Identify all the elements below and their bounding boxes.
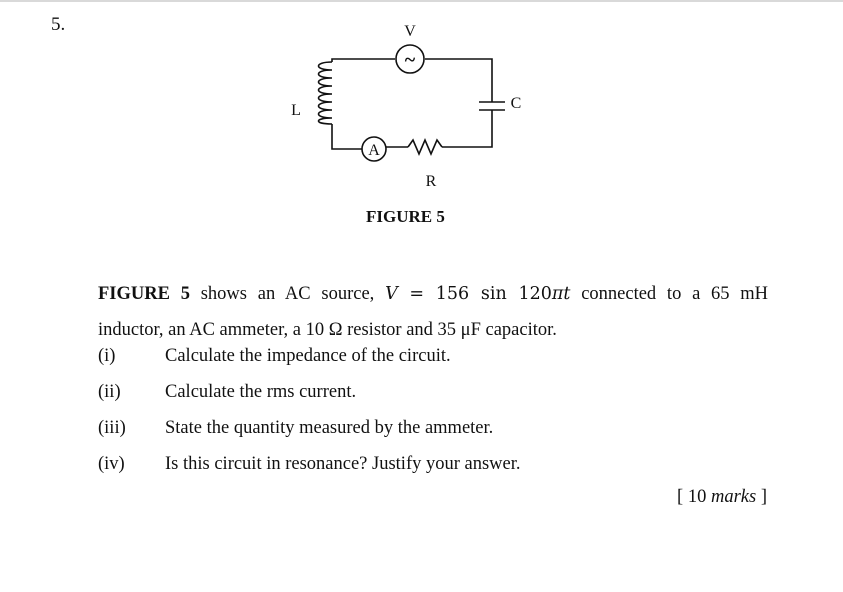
wire-right-lower xyxy=(442,110,492,147)
top-divider xyxy=(0,0,843,2)
marks-allocation: [ 10 marks ] xyxy=(677,487,767,507)
sub-question-iv xyxy=(98,454,521,475)
sub-question-number: (iii) xyxy=(98,418,126,438)
sub-question-number: (i) xyxy=(98,346,116,366)
sub-question-number: (iv) xyxy=(98,454,125,474)
figure-reference: FIGURE 5 xyxy=(98,284,190,304)
label-l: L xyxy=(291,102,301,119)
label-r: R xyxy=(425,173,437,190)
stem-line-1 xyxy=(98,276,768,312)
stem-text-before: shows an AC source, xyxy=(200,284,375,304)
label-a: A xyxy=(368,142,380,159)
label-c: C xyxy=(510,95,522,112)
sub-question-text: Calculate the impedance of the circuit. xyxy=(165,346,451,366)
voltage-equation: V = 156 sin 120πt xyxy=(385,284,571,304)
ac-symbol: ~ xyxy=(404,49,416,71)
circuit-diagram xyxy=(270,18,550,198)
sub-question-text: Calculate the rms current. xyxy=(165,382,357,402)
question-number: 5. xyxy=(51,14,66,35)
wire-top-left xyxy=(332,59,395,62)
sub-question-number: (ii) xyxy=(98,382,121,402)
resistor-zigzag xyxy=(408,140,442,154)
sub-question-i xyxy=(98,346,451,367)
wire-top-right xyxy=(425,59,492,102)
wire-bottom-left xyxy=(332,124,362,149)
inductor-coil xyxy=(319,62,333,124)
stem-line-2: inductor, an AC ammeter, a 10 Ω resistor and 35 μF capacitor. xyxy=(98,320,557,340)
stem-text-after: connected to a 65 mH xyxy=(581,284,769,304)
capacitor-plates xyxy=(479,102,505,110)
sub-question-ii xyxy=(98,382,356,403)
figure-caption: FIGURE 5 xyxy=(366,207,445,226)
question-stem xyxy=(98,276,768,348)
sub-question-text: State the quantity measured by the ammeter. xyxy=(165,418,494,438)
sub-question-iii xyxy=(98,418,493,439)
sub-question-text: Is this circuit in resonance? Justify your answer. xyxy=(165,454,521,474)
label-v: V xyxy=(404,23,416,40)
